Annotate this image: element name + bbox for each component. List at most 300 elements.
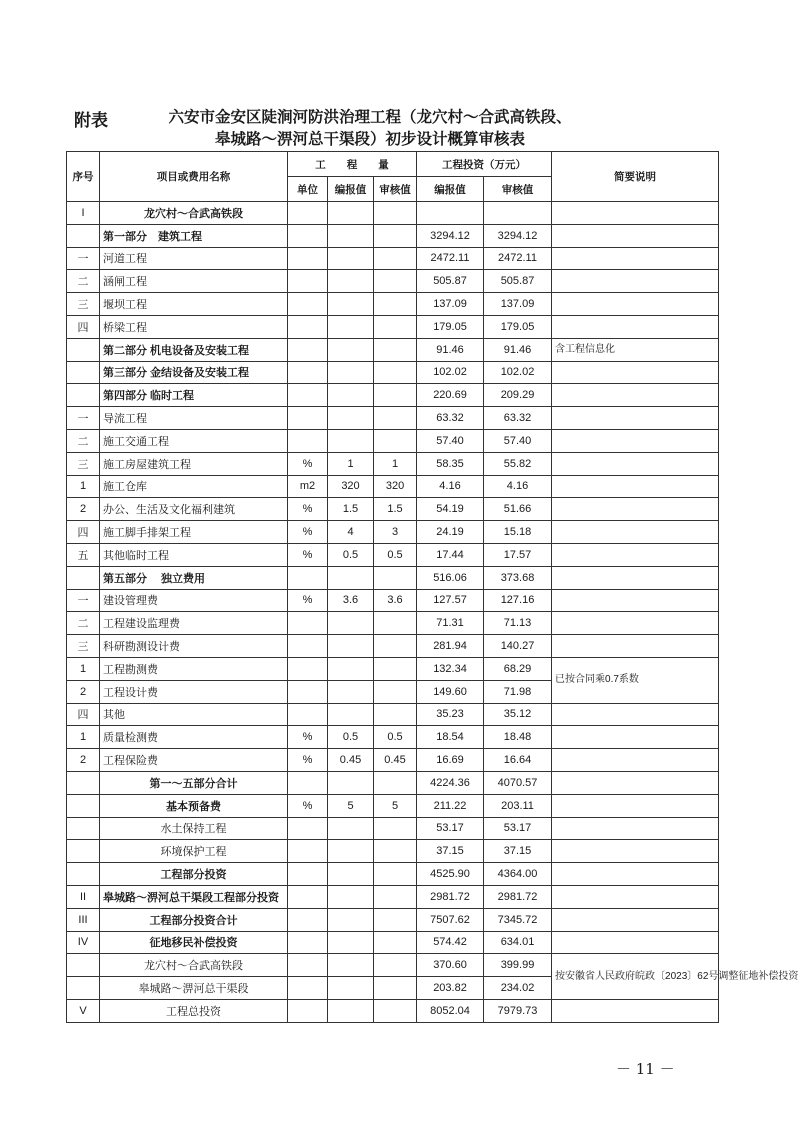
row-index: I bbox=[67, 202, 100, 225]
row-quantity-submitted bbox=[328, 885, 374, 908]
table-row bbox=[67, 657, 719, 680]
header-investment-submitted: 编报值 bbox=[417, 177, 484, 202]
table-row bbox=[67, 452, 719, 475]
row-quantity-submitted bbox=[328, 771, 374, 794]
row-note bbox=[552, 247, 719, 270]
row-index: 二 bbox=[67, 429, 100, 452]
row-quantity-submitted bbox=[328, 247, 374, 270]
page-number: － 11 － bbox=[616, 1060, 675, 1078]
table-row bbox=[67, 384, 719, 407]
row-investment-submitted: 370.60 bbox=[417, 954, 484, 977]
row-quantity-reviewed: 0.45 bbox=[374, 749, 417, 772]
row-quantity-submitted: 3.6 bbox=[328, 589, 374, 612]
row-item-name: 涵闸工程 bbox=[100, 270, 288, 293]
row-investment-reviewed: 7345.72 bbox=[484, 908, 552, 931]
row-item-name: 工程设计费 bbox=[100, 680, 288, 703]
row-quantity-reviewed bbox=[374, 999, 417, 1022]
row-quantity-reviewed: 3.6 bbox=[374, 589, 417, 612]
row-unit bbox=[288, 429, 328, 452]
row-investment-submitted: 54.19 bbox=[417, 498, 484, 521]
row-quantity-reviewed: 1 bbox=[374, 452, 417, 475]
row-quantity-reviewed: 1.5 bbox=[374, 498, 417, 521]
row-index: 1 bbox=[67, 657, 100, 680]
table-row bbox=[67, 247, 719, 270]
row-quantity-submitted bbox=[328, 635, 374, 658]
row-index: III bbox=[67, 908, 100, 931]
row-unit: % bbox=[288, 521, 328, 544]
row-quantity-reviewed bbox=[374, 771, 417, 794]
row-note: 按安徽省人民政府皖政〔2023〕62号调整征地补偿投资 bbox=[552, 954, 719, 1000]
row-unit bbox=[288, 612, 328, 635]
row-item-name: 施工仓库 bbox=[100, 475, 288, 498]
row-index bbox=[67, 224, 100, 247]
row-investment-submitted: 137.09 bbox=[417, 293, 484, 316]
row-investment-submitted: 53.17 bbox=[417, 817, 484, 840]
row-quantity-reviewed bbox=[374, 703, 417, 726]
row-investment-submitted: 132.34 bbox=[417, 657, 484, 680]
row-investment-reviewed: 140.27 bbox=[484, 635, 552, 658]
row-item-name: 第四部分 临时工程 bbox=[100, 384, 288, 407]
row-note bbox=[552, 635, 719, 658]
row-item-name: 基本预备费 bbox=[100, 794, 288, 817]
row-note bbox=[552, 726, 719, 749]
row-investment-reviewed: 17.57 bbox=[484, 543, 552, 566]
row-item-name: 皋城路～淠河总干渠段工程部分投资 bbox=[100, 885, 288, 908]
row-unit bbox=[288, 863, 328, 886]
row-index bbox=[67, 817, 100, 840]
row-investment-reviewed: 209.29 bbox=[484, 384, 552, 407]
row-index: 一 bbox=[67, 589, 100, 612]
row-note bbox=[552, 315, 719, 338]
row-unit: % bbox=[288, 498, 328, 521]
row-investment-submitted: 58.35 bbox=[417, 452, 484, 475]
row-quantity-reviewed bbox=[374, 863, 417, 886]
row-quantity-submitted bbox=[328, 908, 374, 931]
row-note bbox=[552, 817, 719, 840]
row-quantity-reviewed: 320 bbox=[374, 475, 417, 498]
row-quantity-reviewed: 0.5 bbox=[374, 726, 417, 749]
row-investment-reviewed: 4070.57 bbox=[484, 771, 552, 794]
row-investment-reviewed: 37.15 bbox=[484, 840, 552, 863]
row-item-name: 其他临时工程 bbox=[100, 543, 288, 566]
row-quantity-reviewed bbox=[374, 224, 417, 247]
row-note bbox=[552, 589, 719, 612]
row-unit bbox=[288, 885, 328, 908]
table-row bbox=[67, 726, 719, 749]
row-investment-reviewed: 68.29 bbox=[484, 657, 552, 680]
row-investment-submitted: 35.23 bbox=[417, 703, 484, 726]
table-row bbox=[67, 589, 719, 612]
row-investment-reviewed: 63.32 bbox=[484, 407, 552, 430]
row-investment-submitted: 24.19 bbox=[417, 521, 484, 544]
row-note bbox=[552, 908, 719, 931]
row-investment-submitted: 91.46 bbox=[417, 338, 484, 361]
budget-review-table bbox=[66, 151, 798, 1023]
row-unit: % bbox=[288, 452, 328, 475]
row-investment-submitted: 37.15 bbox=[417, 840, 484, 863]
row-investment-reviewed: 127.16 bbox=[484, 589, 552, 612]
row-item-name: 第一～五部分合计 bbox=[100, 771, 288, 794]
row-index: IV bbox=[67, 931, 100, 954]
row-unit bbox=[288, 315, 328, 338]
row-note bbox=[552, 498, 719, 521]
table-row bbox=[67, 521, 719, 544]
row-note bbox=[552, 612, 719, 635]
row-investment-reviewed: 179.05 bbox=[484, 315, 552, 338]
header-quantity: 工 程 量 bbox=[288, 152, 417, 177]
row-quantity-submitted bbox=[328, 931, 374, 954]
document-title-line-2: 皋城路～淠河总干渠段）初步设计概算审核表 bbox=[214, 130, 525, 148]
row-quantity-reviewed bbox=[374, 680, 417, 703]
row-investment-submitted: 8052.04 bbox=[417, 999, 484, 1022]
row-unit bbox=[288, 566, 328, 589]
row-investment-reviewed: 35.12 bbox=[484, 703, 552, 726]
row-quantity-reviewed bbox=[374, 566, 417, 589]
row-index: 1 bbox=[67, 726, 100, 749]
row-note bbox=[552, 224, 719, 247]
row-note bbox=[552, 931, 719, 954]
row-investment-submitted: 4.16 bbox=[417, 475, 484, 498]
row-investment-reviewed: 55.82 bbox=[484, 452, 552, 475]
table-row bbox=[67, 270, 719, 293]
row-investment-reviewed: 2472.11 bbox=[484, 247, 552, 270]
row-quantity-submitted: 4 bbox=[328, 521, 374, 544]
row-note bbox=[552, 749, 719, 772]
row-investment-reviewed: 203.11 bbox=[484, 794, 552, 817]
row-quantity-reviewed bbox=[374, 338, 417, 361]
row-investment-submitted: 211.22 bbox=[417, 794, 484, 817]
row-quantity-reviewed bbox=[374, 270, 417, 293]
row-index: 四 bbox=[67, 703, 100, 726]
row-item-name: 科研勘测设计费 bbox=[100, 635, 288, 658]
header-name: 项目或费用名称 bbox=[100, 152, 288, 202]
row-index: 一 bbox=[67, 247, 100, 270]
row-unit: % bbox=[288, 543, 328, 566]
row-investment-submitted: 71.31 bbox=[417, 612, 484, 635]
row-quantity-reviewed bbox=[374, 931, 417, 954]
row-quantity-reviewed bbox=[374, 407, 417, 430]
row-item-name: 环境保护工程 bbox=[100, 840, 288, 863]
row-investment-submitted: 102.02 bbox=[417, 361, 484, 384]
header-index: 序号 bbox=[67, 152, 100, 202]
row-unit bbox=[288, 657, 328, 680]
table-row bbox=[67, 885, 719, 908]
table-row bbox=[67, 407, 719, 430]
row-unit bbox=[288, 817, 328, 840]
row-investment-submitted: 281.94 bbox=[417, 635, 484, 658]
row-note bbox=[552, 885, 719, 908]
row-index: II bbox=[67, 885, 100, 908]
row-quantity-submitted bbox=[328, 977, 374, 1000]
row-quantity-submitted bbox=[328, 954, 374, 977]
row-index: 四 bbox=[67, 521, 100, 544]
row-investment-submitted: 57.40 bbox=[417, 429, 484, 452]
row-quantity-submitted bbox=[328, 315, 374, 338]
row-investment-submitted: 127.57 bbox=[417, 589, 484, 612]
row-investment-reviewed: 102.02 bbox=[484, 361, 552, 384]
row-quantity-reviewed bbox=[374, 817, 417, 840]
row-investment-reviewed: 234.02 bbox=[484, 977, 552, 1000]
row-index bbox=[67, 566, 100, 589]
row-quantity-submitted bbox=[328, 999, 374, 1022]
row-quantity-submitted bbox=[328, 407, 374, 430]
row-quantity-reviewed bbox=[374, 635, 417, 658]
header-note: 简要说明 bbox=[552, 152, 719, 202]
row-note bbox=[552, 475, 719, 498]
row-unit bbox=[288, 931, 328, 954]
row-investment-reviewed: 2981.72 bbox=[484, 885, 552, 908]
row-investment-reviewed bbox=[484, 202, 552, 225]
row-investment-submitted: 4224.36 bbox=[417, 771, 484, 794]
row-index bbox=[67, 361, 100, 384]
row-unit bbox=[288, 247, 328, 270]
table-row bbox=[67, 863, 719, 886]
row-item-name: 水土保持工程 bbox=[100, 817, 288, 840]
table-row bbox=[67, 566, 719, 589]
row-quantity-reviewed: 3 bbox=[374, 521, 417, 544]
row-unit: % bbox=[288, 589, 328, 612]
row-quantity-submitted bbox=[328, 680, 374, 703]
row-note bbox=[552, 543, 719, 566]
row-quantity-submitted: 0.5 bbox=[328, 726, 374, 749]
row-index bbox=[67, 863, 100, 886]
row-index: 一 bbox=[67, 407, 100, 430]
row-index bbox=[67, 384, 100, 407]
row-quantity-reviewed bbox=[374, 293, 417, 316]
row-investment-reviewed: 7979.73 bbox=[484, 999, 552, 1022]
row-note bbox=[552, 863, 719, 886]
row-quantity-reviewed bbox=[374, 908, 417, 931]
row-index: 1 bbox=[67, 475, 100, 498]
row-note bbox=[552, 703, 719, 726]
row-index: 二 bbox=[67, 612, 100, 635]
row-investment-reviewed: 4.16 bbox=[484, 475, 552, 498]
row-item-name: 龙穴村～合武高铁段 bbox=[100, 954, 288, 977]
row-quantity-reviewed bbox=[374, 657, 417, 680]
row-quantity-submitted: 0.45 bbox=[328, 749, 374, 772]
table-row bbox=[67, 475, 719, 498]
row-item-name: 河道工程 bbox=[100, 247, 288, 270]
row-quantity-submitted bbox=[328, 657, 374, 680]
row-investment-reviewed: 18.48 bbox=[484, 726, 552, 749]
row-item-name: 质量检测费 bbox=[100, 726, 288, 749]
row-index: 四 bbox=[67, 315, 100, 338]
row-item-name: 建设管理费 bbox=[100, 589, 288, 612]
header-investment-reviewed: 审核值 bbox=[484, 177, 552, 202]
row-unit bbox=[288, 954, 328, 977]
row-note bbox=[552, 293, 719, 316]
row-investment-submitted: 2981.72 bbox=[417, 885, 484, 908]
row-note bbox=[552, 202, 719, 225]
row-index bbox=[67, 338, 100, 361]
row-index: 二 bbox=[67, 270, 100, 293]
table-row bbox=[67, 908, 719, 931]
row-investment-submitted: 203.82 bbox=[417, 977, 484, 1000]
row-item-name: 第三部分 金结设备及安装工程 bbox=[100, 361, 288, 384]
table-row bbox=[67, 429, 719, 452]
row-index: 2 bbox=[67, 749, 100, 772]
row-unit bbox=[288, 270, 328, 293]
row-investment-reviewed: 3294.12 bbox=[484, 224, 552, 247]
row-quantity-submitted bbox=[328, 202, 374, 225]
row-unit bbox=[288, 908, 328, 931]
row-quantity-submitted bbox=[328, 361, 374, 384]
row-investment-submitted bbox=[417, 202, 484, 225]
row-investment-reviewed: 57.40 bbox=[484, 429, 552, 452]
row-item-name: 工程保险费 bbox=[100, 749, 288, 772]
row-index: 2 bbox=[67, 680, 100, 703]
row-investment-submitted: 18.54 bbox=[417, 726, 484, 749]
row-quantity-submitted bbox=[328, 566, 374, 589]
row-index: 三 bbox=[67, 452, 100, 475]
row-quantity-submitted bbox=[328, 429, 374, 452]
row-quantity-reviewed bbox=[374, 247, 417, 270]
row-investment-reviewed: 137.09 bbox=[484, 293, 552, 316]
row-quantity-submitted: 1 bbox=[328, 452, 374, 475]
row-quantity-reviewed bbox=[374, 954, 417, 977]
row-item-name: 皋城路～淠河总干渠段 bbox=[100, 977, 288, 1000]
row-investment-submitted: 63.32 bbox=[417, 407, 484, 430]
row-quantity-reviewed bbox=[374, 977, 417, 1000]
row-quantity-submitted bbox=[328, 703, 374, 726]
table-row bbox=[67, 498, 719, 521]
row-note bbox=[552, 566, 719, 589]
row-investment-submitted: 149.60 bbox=[417, 680, 484, 703]
table-row bbox=[67, 315, 719, 338]
row-quantity-submitted: 0.5 bbox=[328, 543, 374, 566]
row-item-name: 第五部分 独立费用 bbox=[100, 566, 288, 589]
row-investment-reviewed: 71.13 bbox=[484, 612, 552, 635]
row-investment-submitted: 220.69 bbox=[417, 384, 484, 407]
row-index bbox=[67, 771, 100, 794]
row-unit: % bbox=[288, 726, 328, 749]
row-index: 三 bbox=[67, 635, 100, 658]
row-note bbox=[552, 794, 719, 817]
row-investment-reviewed: 505.87 bbox=[484, 270, 552, 293]
row-quantity-reviewed bbox=[374, 384, 417, 407]
row-investment-reviewed: 16.64 bbox=[484, 749, 552, 772]
row-investment-submitted: 516.06 bbox=[417, 566, 484, 589]
row-item-name: 施工房屋建筑工程 bbox=[100, 452, 288, 475]
row-quantity-submitted: 5 bbox=[328, 794, 374, 817]
row-investment-submitted: 4525.90 bbox=[417, 863, 484, 886]
row-quantity-reviewed bbox=[374, 840, 417, 863]
row-quantity-submitted bbox=[328, 840, 374, 863]
row-unit bbox=[288, 293, 328, 316]
table-row bbox=[67, 338, 719, 361]
row-note bbox=[552, 407, 719, 430]
row-investment-reviewed: 634.01 bbox=[484, 931, 552, 954]
row-note bbox=[552, 771, 719, 794]
row-quantity-submitted bbox=[328, 224, 374, 247]
row-item-name: 征地移民补偿投资 bbox=[100, 931, 288, 954]
row-item-name: 施工交通工程 bbox=[100, 429, 288, 452]
header-unit: 单位 bbox=[288, 177, 328, 202]
row-investment-reviewed: 373.68 bbox=[484, 566, 552, 589]
table-row bbox=[67, 202, 719, 225]
row-quantity-reviewed bbox=[374, 361, 417, 384]
table-row bbox=[67, 817, 719, 840]
table-row bbox=[67, 999, 719, 1022]
row-quantity-submitted bbox=[328, 817, 374, 840]
row-quantity-submitted: 1.5 bbox=[328, 498, 374, 521]
row-unit bbox=[288, 407, 328, 430]
row-investment-reviewed: 51.66 bbox=[484, 498, 552, 521]
header-investment: 工程投资（万元） bbox=[417, 152, 552, 177]
row-index bbox=[67, 954, 100, 977]
row-investment-reviewed: 71.98 bbox=[484, 680, 552, 703]
row-unit: % bbox=[288, 749, 328, 772]
row-unit bbox=[288, 999, 328, 1022]
row-quantity-reviewed bbox=[374, 315, 417, 338]
row-note bbox=[552, 452, 719, 475]
row-investment-reviewed: 4364.00 bbox=[484, 863, 552, 886]
row-index: V bbox=[67, 999, 100, 1022]
table-row bbox=[67, 840, 719, 863]
table-row bbox=[67, 954, 719, 977]
header-quantity-reviewed: 审核值 bbox=[374, 177, 417, 202]
row-item-name: 工程勘测费 bbox=[100, 657, 288, 680]
row-investment-submitted: 17.44 bbox=[417, 543, 484, 566]
table-header-row-1 bbox=[67, 152, 719, 177]
row-unit bbox=[288, 635, 328, 658]
row-quantity-reviewed: 0.5 bbox=[374, 543, 417, 566]
row-quantity-submitted: 320 bbox=[328, 475, 374, 498]
row-item-name: 堰坝工程 bbox=[100, 293, 288, 316]
row-item-name: 第二部分 机电设备及安装工程 bbox=[100, 338, 288, 361]
row-quantity-submitted bbox=[328, 863, 374, 886]
row-index bbox=[67, 840, 100, 863]
row-note: 已按合同乘0.7系数 bbox=[552, 657, 719, 703]
row-item-name: 导流工程 bbox=[100, 407, 288, 430]
row-unit: m2 bbox=[288, 475, 328, 498]
row-unit bbox=[288, 338, 328, 361]
row-item-name: 工程部分投资 bbox=[100, 863, 288, 886]
header-quantity-submitted: 编报值 bbox=[328, 177, 374, 202]
row-investment-submitted: 3294.12 bbox=[417, 224, 484, 247]
row-investment-reviewed: 399.99 bbox=[484, 954, 552, 977]
table-row bbox=[67, 612, 719, 635]
row-unit: % bbox=[288, 794, 328, 817]
row-investment-submitted: 179.05 bbox=[417, 315, 484, 338]
row-investment-submitted: 505.87 bbox=[417, 270, 484, 293]
row-unit bbox=[288, 977, 328, 1000]
row-index: 2 bbox=[67, 498, 100, 521]
table-row bbox=[67, 931, 719, 954]
row-quantity-submitted bbox=[328, 612, 374, 635]
appendix-label: 附表 bbox=[74, 111, 108, 131]
row-investment-submitted: 7507.62 bbox=[417, 908, 484, 931]
row-quantity-reviewed bbox=[374, 429, 417, 452]
row-item-name: 工程总投资 bbox=[100, 999, 288, 1022]
row-index: 三 bbox=[67, 293, 100, 316]
row-investment-submitted: 2472.11 bbox=[417, 247, 484, 270]
row-unit bbox=[288, 224, 328, 247]
table-row bbox=[67, 635, 719, 658]
row-item-name: 施工脚手排架工程 bbox=[100, 521, 288, 544]
row-quantity-reviewed bbox=[374, 202, 417, 225]
row-item-name: 工程建设监理费 bbox=[100, 612, 288, 635]
row-investment-reviewed: 15.18 bbox=[484, 521, 552, 544]
row-quantity-submitted bbox=[328, 293, 374, 316]
row-quantity-submitted bbox=[328, 270, 374, 293]
table-row bbox=[67, 771, 719, 794]
row-item-name: 其他 bbox=[100, 703, 288, 726]
row-note bbox=[552, 270, 719, 293]
table-row bbox=[67, 543, 719, 566]
row-quantity-submitted bbox=[328, 338, 374, 361]
document-title-line-1: 六安市金安区陡涧河防洪治理工程（龙穴村～合武高铁段、 bbox=[168, 108, 572, 126]
